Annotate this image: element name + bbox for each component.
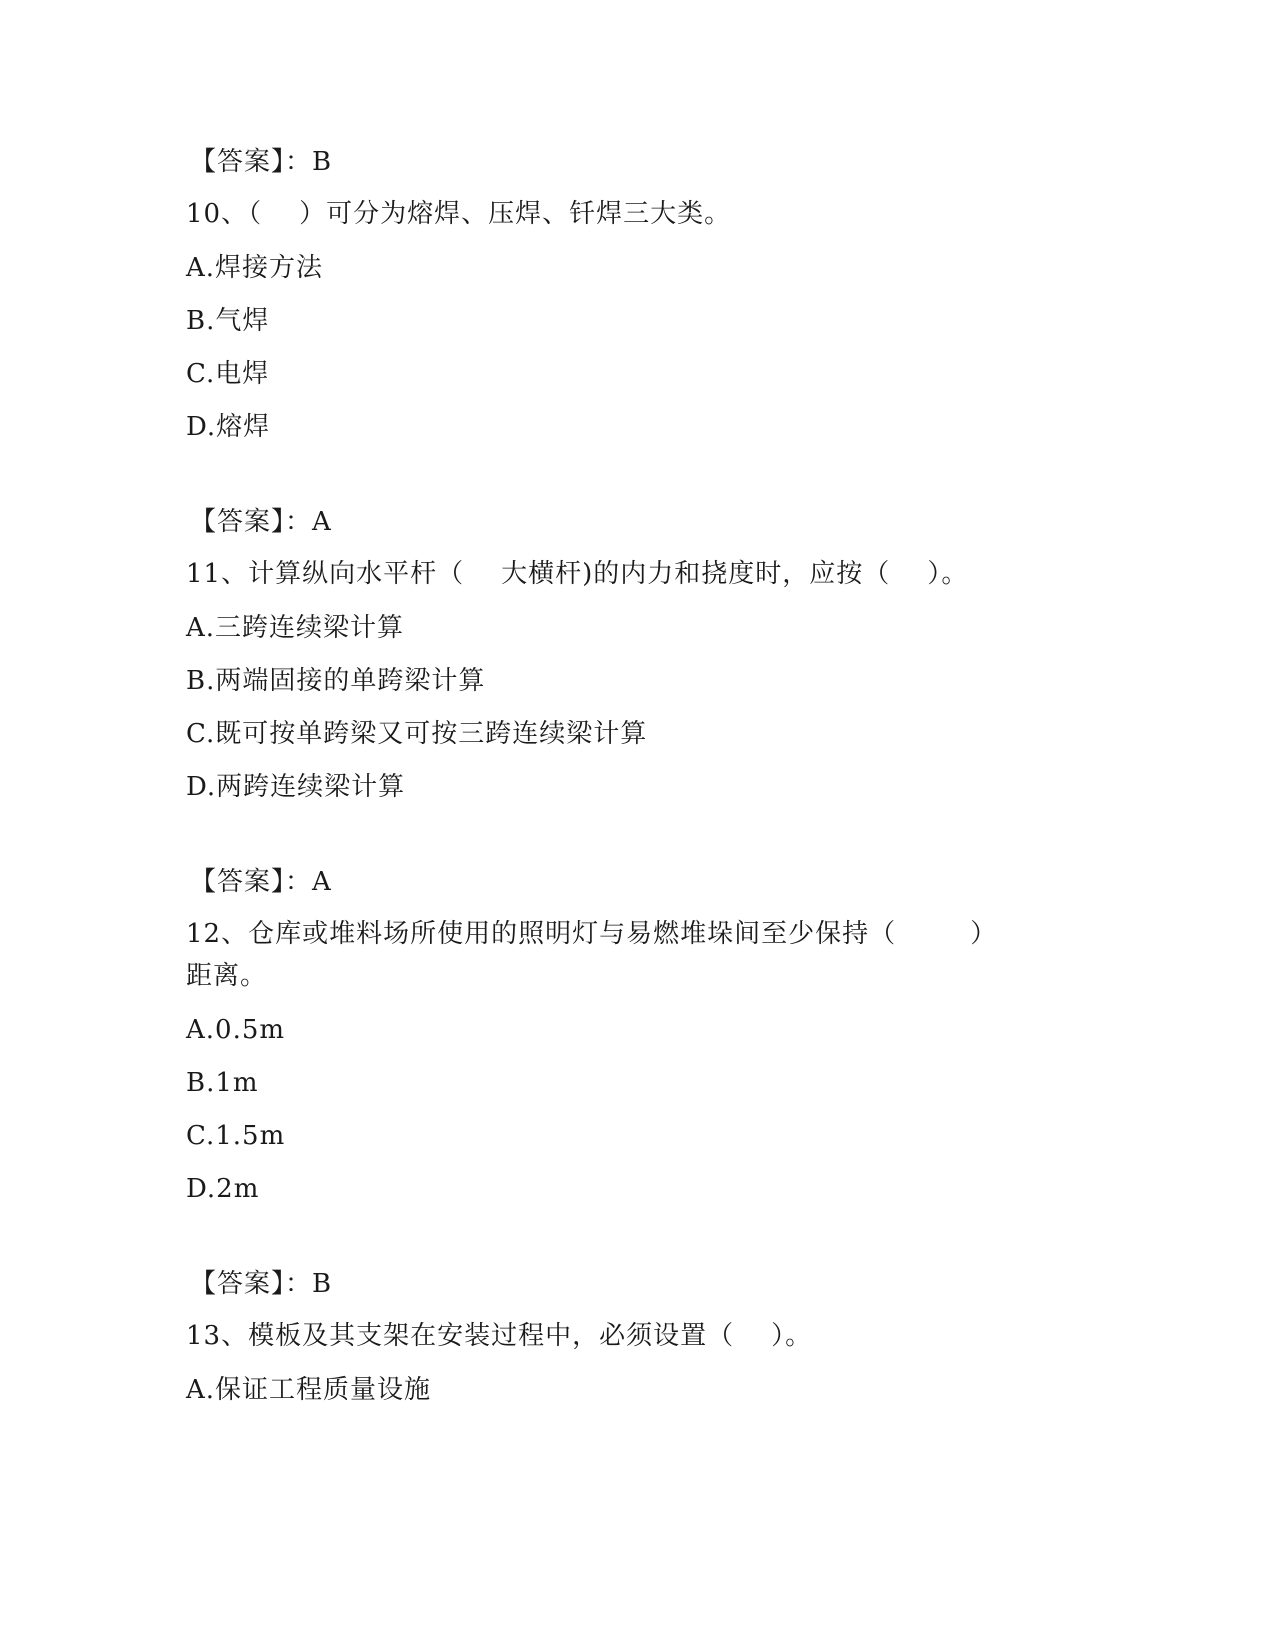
question-13-option-a: A.保证工程质量设施: [186, 1375, 432, 1405]
question-12-option-a: A.0.5m: [186, 1015, 286, 1045]
answer-line: 【答案】：A: [190, 507, 332, 537]
question-11-option-b: B.两端固接的单跨梁计算: [186, 666, 486, 696]
question-10-option-b: B.气焊: [186, 306, 270, 336]
answer-line: 【答案】：B: [190, 147, 333, 177]
question-12-option-c: C.1.5m: [186, 1121, 286, 1151]
question-13-stem: 13、模板及其支架在安装过程中，必须设置（ ）。: [186, 1321, 813, 1351]
answer-line: 【答案】：A: [190, 867, 332, 897]
question-12-stem: 12、仓库或堆料场所使用的照明灯与易燃堆垛间至少保持（ ）: [186, 919, 998, 949]
answer-line: 【答案】：B: [190, 1269, 333, 1299]
question-11-option-a: A.三跨连续梁计算: [186, 613, 405, 643]
question-11-stem: 11、计算纵向水平杆（ 大横杆)的内力和挠度时，应按（ ）。: [186, 559, 969, 589]
question-10-option-c: C.电焊: [186, 359, 270, 389]
question-10-option-a: A.焊接方法: [186, 253, 324, 283]
question-12-stem-continued: 距离。: [186, 961, 268, 991]
question-10-option-d: D.熔焊: [186, 412, 271, 442]
question-12-option-d: D.2m: [186, 1174, 260, 1204]
question-11-option-c: C.既可按单跨梁又可按三跨连续梁计算: [186, 719, 648, 749]
question-11-option-d: D.两跨连续梁计算: [186, 772, 406, 802]
question-12-option-b: B.1m: [186, 1068, 259, 1098]
question-10-stem: 10、（ ）可分为熔焊、压焊、钎焊三大类。: [186, 199, 732, 229]
